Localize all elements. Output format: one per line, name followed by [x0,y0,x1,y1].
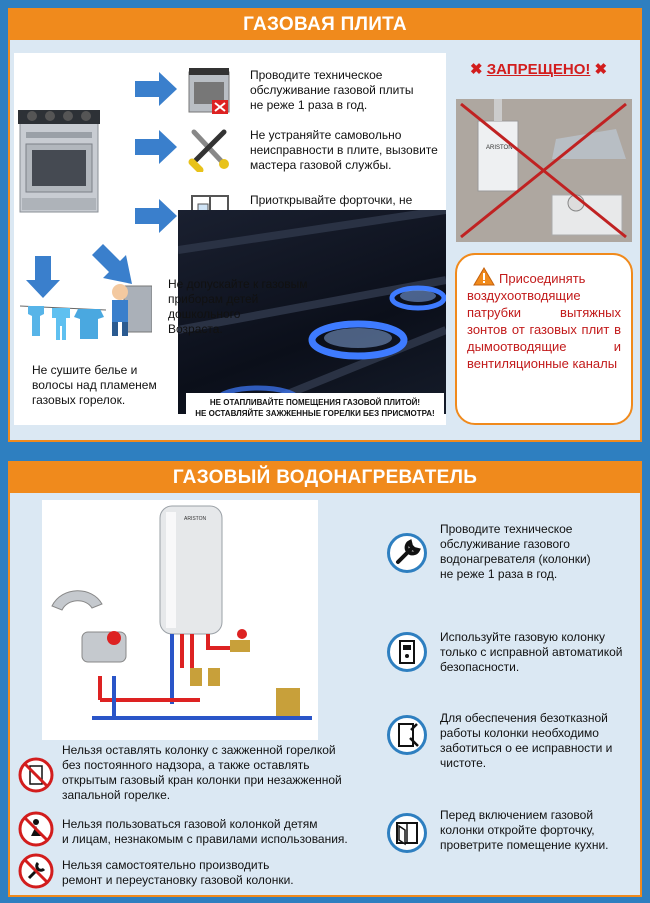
window-open-icon [387,813,427,853]
children-image [106,276,152,338]
right-item2-text: Используйте газовую колонку только с исправной автоматикой безопасности. [440,630,623,674]
cross-icon: ✖ [594,61,608,78]
stove-repair-icon [186,66,232,116]
prohibition2-text: Нельзя пользоваться газовой колонкой детям и лицам, незнакомым с правилами использования. [62,817,348,846]
warning-icon [473,267,495,286]
heater-brand: ARISTON [486,145,513,151]
item3-text: Приоткрывайте форточки, не [250,193,413,207]
stove-image [18,104,100,214]
laundry-image [20,300,106,346]
tools-icon [186,126,232,172]
stove-warning-banner: НЕ ОТАПЛИВАЙТЕ ПОМЕЩЕНИЯ ГАЗОВОЙ ПЛИТОЙ! НЕ ОСТАВЛЯЙТЕ ЗАЖЖЕННЫЕ ГОРЕЛКИ БЕЗ ПРИСМОТРА! [186,393,444,423]
water-heater-diagram [42,500,318,740]
heater-photo [456,99,632,242]
right-item3-text: Для обеспечения безотказной работы колонки необходимо заботиться о ее исправности и чистоте. [440,711,613,770]
heater-brand-label: ARISTON [184,516,207,522]
right-item1-text: Проводите техническое обслуживание газового водонагревателя (колонки) не реже 1 раза в год. [440,522,591,581]
right-item4-text: Перед включением газовой колонки откройте форточку, проветрите помещение кухни. [440,808,609,852]
item2-text: Не устраняйте самовольно неисправности в плите, вызовите мастера газовой службы. [250,128,438,172]
no-repair-icon [18,853,54,889]
prohibition1-text: Нельзя оставлять колонку с зажженной горелкой без постоянного надзора, а также оставлять открытым газовый кран колонки при незажженной запальной горелке. [62,743,342,802]
cross-icon: ✖ [470,61,483,78]
section2-title: ГАЗОВЫЙ ВОДОНАГРЕВАТЕЛЬ [10,463,640,493]
forbidden-text-box: Присоединять воздухоотводящие патрубки вытяжных зонтов от газовых плит в дымоотводящие и вентиляционные каналы [455,253,633,425]
gas-heater-icon [387,632,427,672]
prohibition3-text: Нельзя самостоятельно производить ремонт и переустановку газовой колонки. [62,858,294,887]
item1-text: Проводите техническое обслуживание газовой плиты не реже 1 раза в год. [250,68,414,112]
arrow-right-1 [135,72,177,106]
laundry-note: Не сушите белье и волосы над пламенем газовых горелок. [32,363,157,407]
arrow-down [26,256,60,298]
children-note: Не допускайте к газовым приборам детей дошкольного Возраста. [168,277,308,336]
gas-heater-tools-icon [387,715,427,755]
forbidden-heading: ✖ ЗАПРЕЩЕНО! ✖ [470,61,608,78]
arrow-right-3 [135,199,177,233]
arrow-right-2 [135,130,177,164]
no-children-icon [18,811,54,847]
no-heater-icon [18,757,54,793]
wrench-icon [387,533,427,573]
section1-title: ГАЗОВАЯ ПЛИТА [10,10,640,40]
